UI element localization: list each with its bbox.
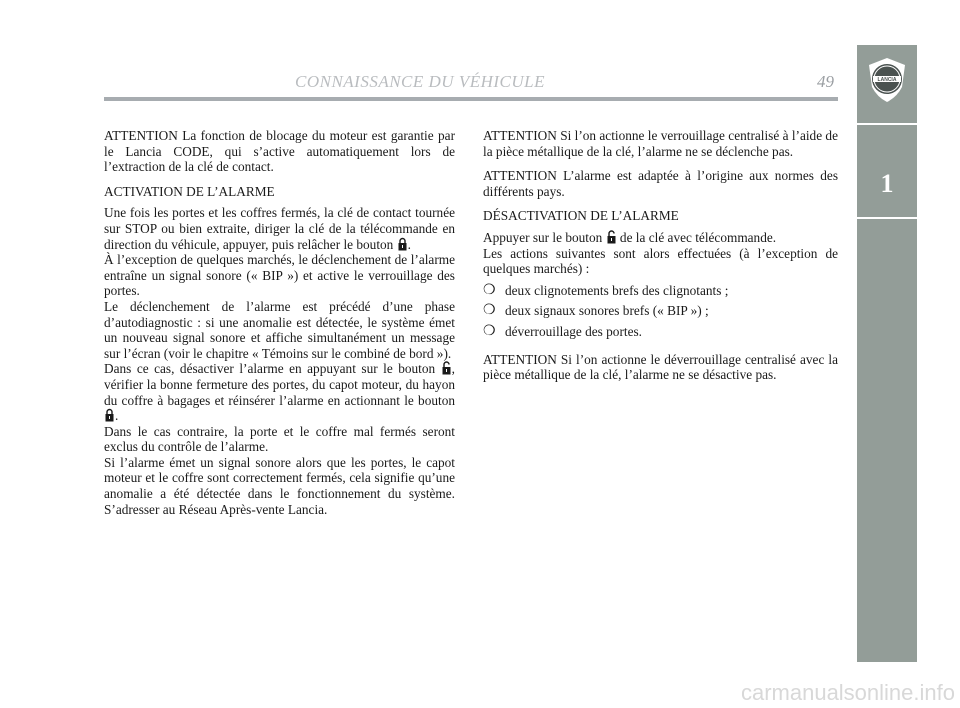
attention-paragraph: ATTENTION Si l’on actionne le déverrouillage centralisé avec la pièce métallique de la clé, l’alarme ne se désactive pas. <box>483 351 838 383</box>
list-item-text: déverrouillage des portes. <box>505 323 642 339</box>
section-heading-deactivation: DÉSACTIVATION DE L’ALARME <box>483 208 679 224</box>
chapter-side-tab <box>857 45 917 662</box>
text-segment: Une fois les portes et les coffres fermés, la clé de contact tournée sur STOP ou bien extraite, diriger la clé de la télécommande en direction du véhicule, appuyer, puis relâcher le bouton <box>104 205 455 252</box>
tab-separator <box>857 217 917 219</box>
padlock-closed-icon <box>105 408 114 422</box>
list-item-text: deux clignotements brefs des clignotants ; <box>505 282 729 298</box>
text-segment: . <box>407 236 411 252</box>
page-number: 49 <box>817 72 834 91</box>
list-item <box>483 283 838 299</box>
text-segment: de la clé avec télécommande. <box>616 229 777 245</box>
text-segment: . <box>115 408 119 424</box>
body-paragraph: À l’exception de quelques marchés, le déclenchement de l’alarme entraîne un signal sonore (« BIP ») et active le verrouillage des portes. <box>104 252 455 299</box>
list-item-text: deux signaux sonores brefs (« BIP ») ; <box>505 303 709 319</box>
body-paragraph <box>104 361 455 423</box>
body-paragraph: Le déclenchement de l’alarme est précédé d’une phase d’autodiagnostic : si une anomalie est détectée, le système émet un nouveau signal sonore et affiche simultanément un message sur l’écran (voir le chapitre « Témoins sur le combiné de bord »). <box>104 298 455 361</box>
attention-paragraph: ATTENTION L’alarme est adaptée à l’origine aux normes des différents pays. <box>483 168 838 199</box>
text-segment: Appuyer sur le bouton <box>483 229 606 245</box>
chapter-title: CONNAISSANCE DU VÉHICULE <box>295 72 545 91</box>
lancia-logo-icon <box>867 57 907 103</box>
lancia-logo-area <box>857 45 917 123</box>
bullet-ring-icon: ❍ <box>483 303 496 319</box>
padlock-closed-icon <box>398 237 407 251</box>
padlock-open-icon <box>442 361 451 375</box>
body-paragraph: Si l’alarme émet un signal sonore alors que les portes, le capot moteur et le coffre sont correctement fermés, cela signifie qu’une anomalie a été détectée dans le fonctionnement du système. S’adresser au Réseau Après-vente Lancia. <box>104 454 455 517</box>
text-segment: , vérifier la bonne fermeture des portes, du capot moteur, du hayon du coffre à bagages et réinsérer l’alarme en actionnant le bouton <box>104 361 455 408</box>
list-item <box>483 303 838 319</box>
left-column <box>104 128 455 517</box>
site-watermark: carmanualsonline.info <box>740 680 955 705</box>
right-column <box>483 128 838 392</box>
svg-text:LANCIA: LANCIA <box>877 77 897 84</box>
padlock-open-icon <box>607 230 616 244</box>
body-paragraph: Dans le cas contraire, la porte et le coffre mal fermés seront exclus du contrôle de l’alarme. <box>104 423 455 455</box>
actions-list <box>483 283 838 340</box>
attention-paragraph: ATTENTION Si l’on actionne le verrouillage centralisé à l’aide de la pièce métallique de la clé, l’alarme ne se déclenche pas. <box>483 128 838 159</box>
bullet-ring-icon: ❍ <box>483 323 496 339</box>
text-segment: Dans ce cas, désactiver l’alarme en appuyant sur le bouton <box>104 361 441 377</box>
header-divider <box>104 97 838 101</box>
body-paragraph: Les actions suivantes sont alors effectuées (à l’exception de quelques marchés) : <box>483 245 838 277</box>
activation-instructions <box>104 205 455 252</box>
tab-separator <box>857 123 917 125</box>
chapter-number: 1 <box>880 169 894 198</box>
attention-paragraph: ATTENTION La fonction de blocage du moteur est garantie par le Lancia CODE, qui s’active automatiquement lors de l’extraction de la clé de contact. <box>104 128 455 175</box>
section-heading-activation: ACTIVATION DE L’ALARME <box>104 183 275 199</box>
bullet-ring-icon: ❍ <box>483 282 496 298</box>
deactivation-instructions <box>483 230 838 246</box>
list-item <box>483 324 838 340</box>
